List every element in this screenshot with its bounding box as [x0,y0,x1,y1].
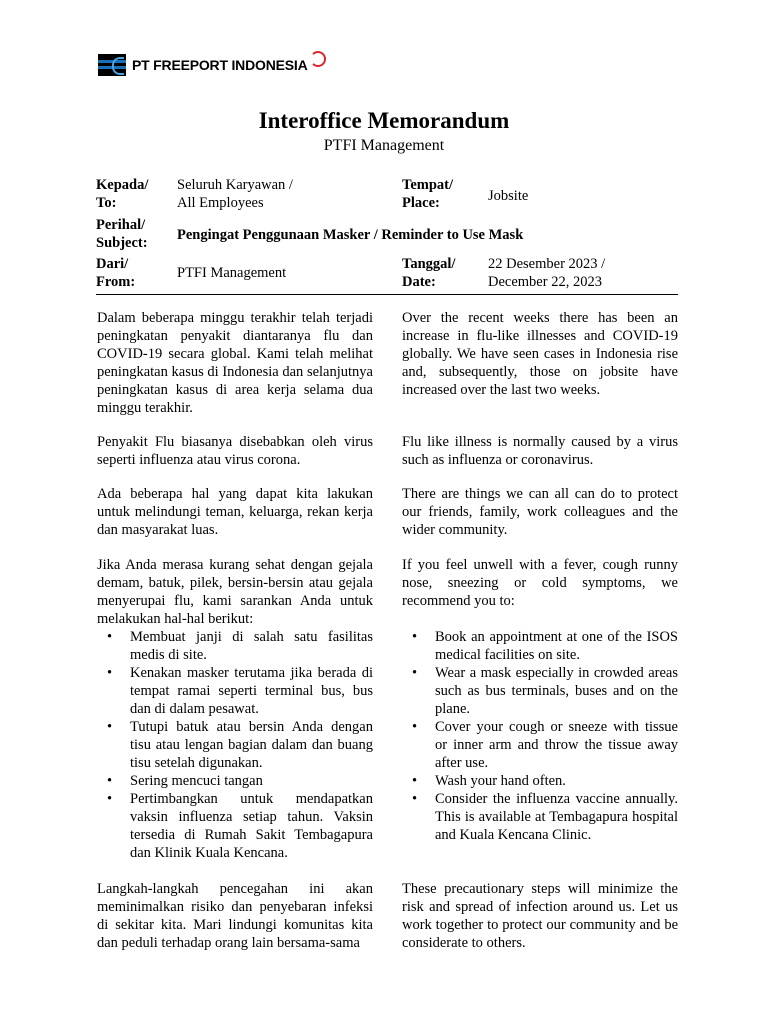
company-logo [98,52,326,78]
place-label: Tempat/ Place: [402,177,454,211]
from-value: PTFI Management [177,265,287,281]
list-item: • Membuat janji di salah satu fasilitas medis di site. [97,628,373,664]
to-label: Kepada/ To: [96,177,149,211]
list-item: • Book an appointment at one of the ISOS medical facilities on site. [402,628,678,664]
para-en-5: These precautionary steps will minimize the risk and spread of infection around us. Let us work together to protect our community and be considerate to others. [402,881,678,951]
para-id-5: Langkah-langkah pencegahan ini akan meminimalkan risiko dan penyebaran infeksi di sekitar kita. Mari lindungi komunitas kita dan peduli terhadap orang lain bersama-sama [97,881,373,951]
memo-title: Interoffice Memorandum [258,108,510,133]
para-en-2: Flu like illness is normally caused by a virus such as influenza or coronavirus. [402,434,678,468]
freeport-logo-icon [98,54,126,76]
para-id-1: Dalam beberapa minggu terakhir telah terjadi peningkatan penyakit diantaranya flu dan COVID-19 secara global. Kami telah melihat peningkatan kasus di Indonesia dan selanjutnya peningkatan kasus di area kerja selama dua minggu terakhir. [97,310,373,416]
para-en-4: If you feel unwell with a fever, cough runny nose, sneezing or cold symptoms, we recommend you to: [402,557,678,609]
subject-value: Pengingat Penggunaan Masker / Reminder to Use Mask [177,227,524,243]
list-item: • Kenakan masker terutama jika berada di tempat ramai seperti terminal bus, bus dan di dalam pesawat. [97,664,373,718]
list-item: • Wash your hand often. [402,772,678,790]
para-id-2: Penyakit Flu biasanya disebabkan oleh virus seperti influenza atau virus corona. [97,434,373,468]
para-en-3: There are things we can all can do to protect our friends, family, work colleagues and the wider community. [402,486,678,538]
list-item: • Consider the influenza vaccine annually. This is available at Tembagapura hospital and Kuala Kencana Clinic. [402,790,678,844]
list-item: • Wear a mask especially in crowded areas such as bus terminals, buses and on the plane. [402,664,678,718]
memo-subtitle: PTFI Management [323,137,445,154]
list-item: • Pertimbangkan untuk mendapatkan vaksin influenza setiap tahun. Vaksin tersedia di Rumah Sakit Tembagapura dan Klinik Kuala Kencana. [97,790,373,862]
subject-label: Perihal/ Subject: [96,217,148,251]
para-id-4: Jika Anda merasa kurang sehat dengan gejala demam, batuk, pilek, bersin-bersin atau gejala menyerupai flu, kami sarankan Anda untuk melakukan hal-hal berikut: [97,557,373,627]
list-item: • Sering mencuci tangan [97,772,373,790]
date-value: 22 Desember 2023 / December 22, 2023 [488,256,606,290]
header-divider [96,294,678,295]
list-item: • Tutupi batuk atau bersin Anda dengan tisu atau lengan bagian dalam dan buang tisu setelah digunakan. [97,718,373,772]
date-label: Tanggal/ Date: [402,256,456,290]
place-value: Jobsite [488,188,529,204]
bullet-list-id [97,628,373,862]
para-en-1: Over the recent weeks there has been an increase in flu-like illnesses and COVID-19 globally. We have seen cases in Indonesia rise and, subsequently, those on jobsite have increased over the last two weeks. [402,310,678,398]
para-id-3: Ada beberapa hal yang dapat kita lakukan untuk melindungi teman, keluarga, rekan kerja dan masyarakat luas. [97,486,373,538]
company-name: PT FREEPORT INDONESIA [132,57,308,73]
list-item: • Cover your cough or sneeze with tissue or inner arm and throw the tissue away after use. [402,718,678,772]
bullet-list-en [402,628,678,844]
from-label: Dari/ From: [96,256,136,290]
to-value: Seluruh Karyawan / All Employees [177,177,293,211]
swirl-icon [310,51,326,67]
